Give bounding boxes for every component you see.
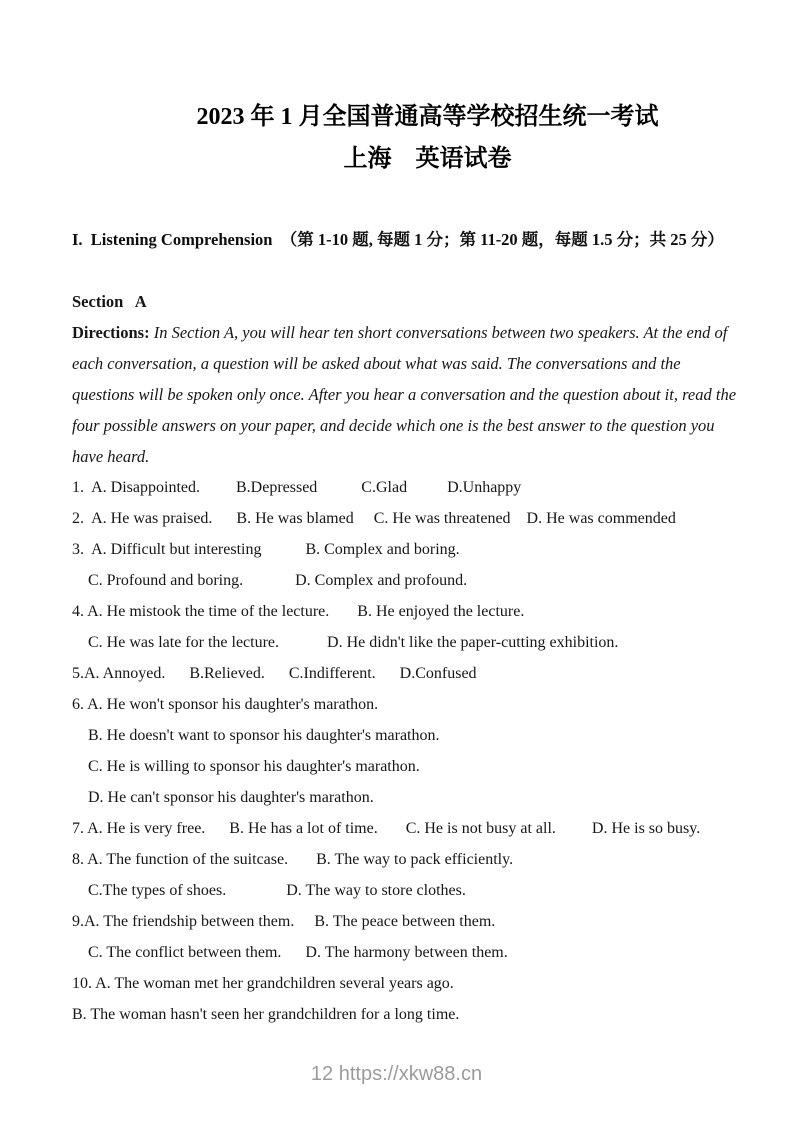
directions-line-3: questions will be spoken only once. After you hear a conversation and the question about it, read the — [72, 385, 737, 404]
page-footer — [0, 1060, 793, 1088]
question-5-options: 5.A. Annoyed. B.Relieved. C.Indifferent. D.Confused — [72, 665, 477, 682]
directions-line-5: have heard. — [72, 447, 150, 466]
question-1-options: 1. A. Disappointed. B.Depressed C.Glad D.Unhappy — [72, 479, 522, 496]
question-2-options: 2. A. He was praised. B. He was blamed C. He was threatened D. He was commended — [72, 510, 676, 527]
question-6-option-b: B. He doesn't want to sponsor his daughter's marathon. — [72, 727, 440, 744]
directions-line-1 — [72, 317, 783, 348]
question-9-options-ab: 9.A. The friendship between them. B. The peace between them. — [72, 913, 496, 930]
question-4-options-cd: C. He was late for the lecture. D. He didn't like the paper-cutting exhibition. — [72, 634, 619, 651]
exam-title — [72, 96, 783, 180]
directions-line-4: four possible answers on your paper, and decide which one is the best answer to the question you — [72, 416, 715, 435]
blank-line — [72, 255, 783, 286]
page-number: 12 — [310, 1063, 334, 1085]
question-8-options-cd: C.The types of shoes. D. The way to store clothes. — [72, 882, 466, 899]
question-7-options: 7. A. He is very free. B. He has a lot of time. C. He is not busy at all. D. He is so busy. — [72, 820, 701, 837]
question-3-options-ab: 3. A. Difficult but interesting B. Complex and boring. — [72, 541, 460, 558]
question-6-option-c: C. He is willing to sponsor his daughter's marathon. — [72, 758, 420, 775]
question-10-option-a: 10. A. The woman met her grandchildren several years ago. — [72, 975, 454, 992]
question-8-options-ab: 8. A. The function of the suitcase. B. The way to pack efficiently. — [72, 851, 514, 868]
exam-title-line-1: 2023 年 1 月全国普通高等学校招生统一考试 — [196, 104, 659, 130]
question-6-option-d: D. He can't sponsor his daughter's marathon. — [72, 789, 374, 806]
question-10-option-b: B. The woman hasn't seen her grandchildren for a long time. — [72, 1006, 460, 1023]
question-4-options-ab: 4. A. He mistook the time of the lecture. B. He enjoyed the lecture. — [72, 603, 525, 620]
part-1-heading: I. Listening Comprehension （第 1-10 题, 每题 1 分；第 11-20 题，每题 1.5 分；共 25 分） — [72, 230, 724, 249]
question-6-option-a: 6. A. He won't sponsor his daughter's marathon. — [72, 696, 379, 713]
exam-title-line-2: 上海 英语试卷 — [343, 146, 512, 172]
question-9-options-cd: C. The conflict between them. D. The harmony between them. — [72, 944, 508, 961]
question-3-options-cd: C. Profound and boring. D. Complex and profound. — [72, 572, 468, 589]
watermark-url: https://xkw88.cn — [338, 1063, 483, 1085]
page-content — [0, 96, 793, 1030]
directions-line-2: each conversation, a question will be asked about what was said. The conversations and the — [72, 354, 681, 373]
directions-label: Directions: — [72, 323, 150, 342]
section-a-label: Section A — [72, 292, 147, 311]
directions-text-1: In Section A, you will hear ten short conversations between two speakers. At the end of — [149, 323, 728, 342]
